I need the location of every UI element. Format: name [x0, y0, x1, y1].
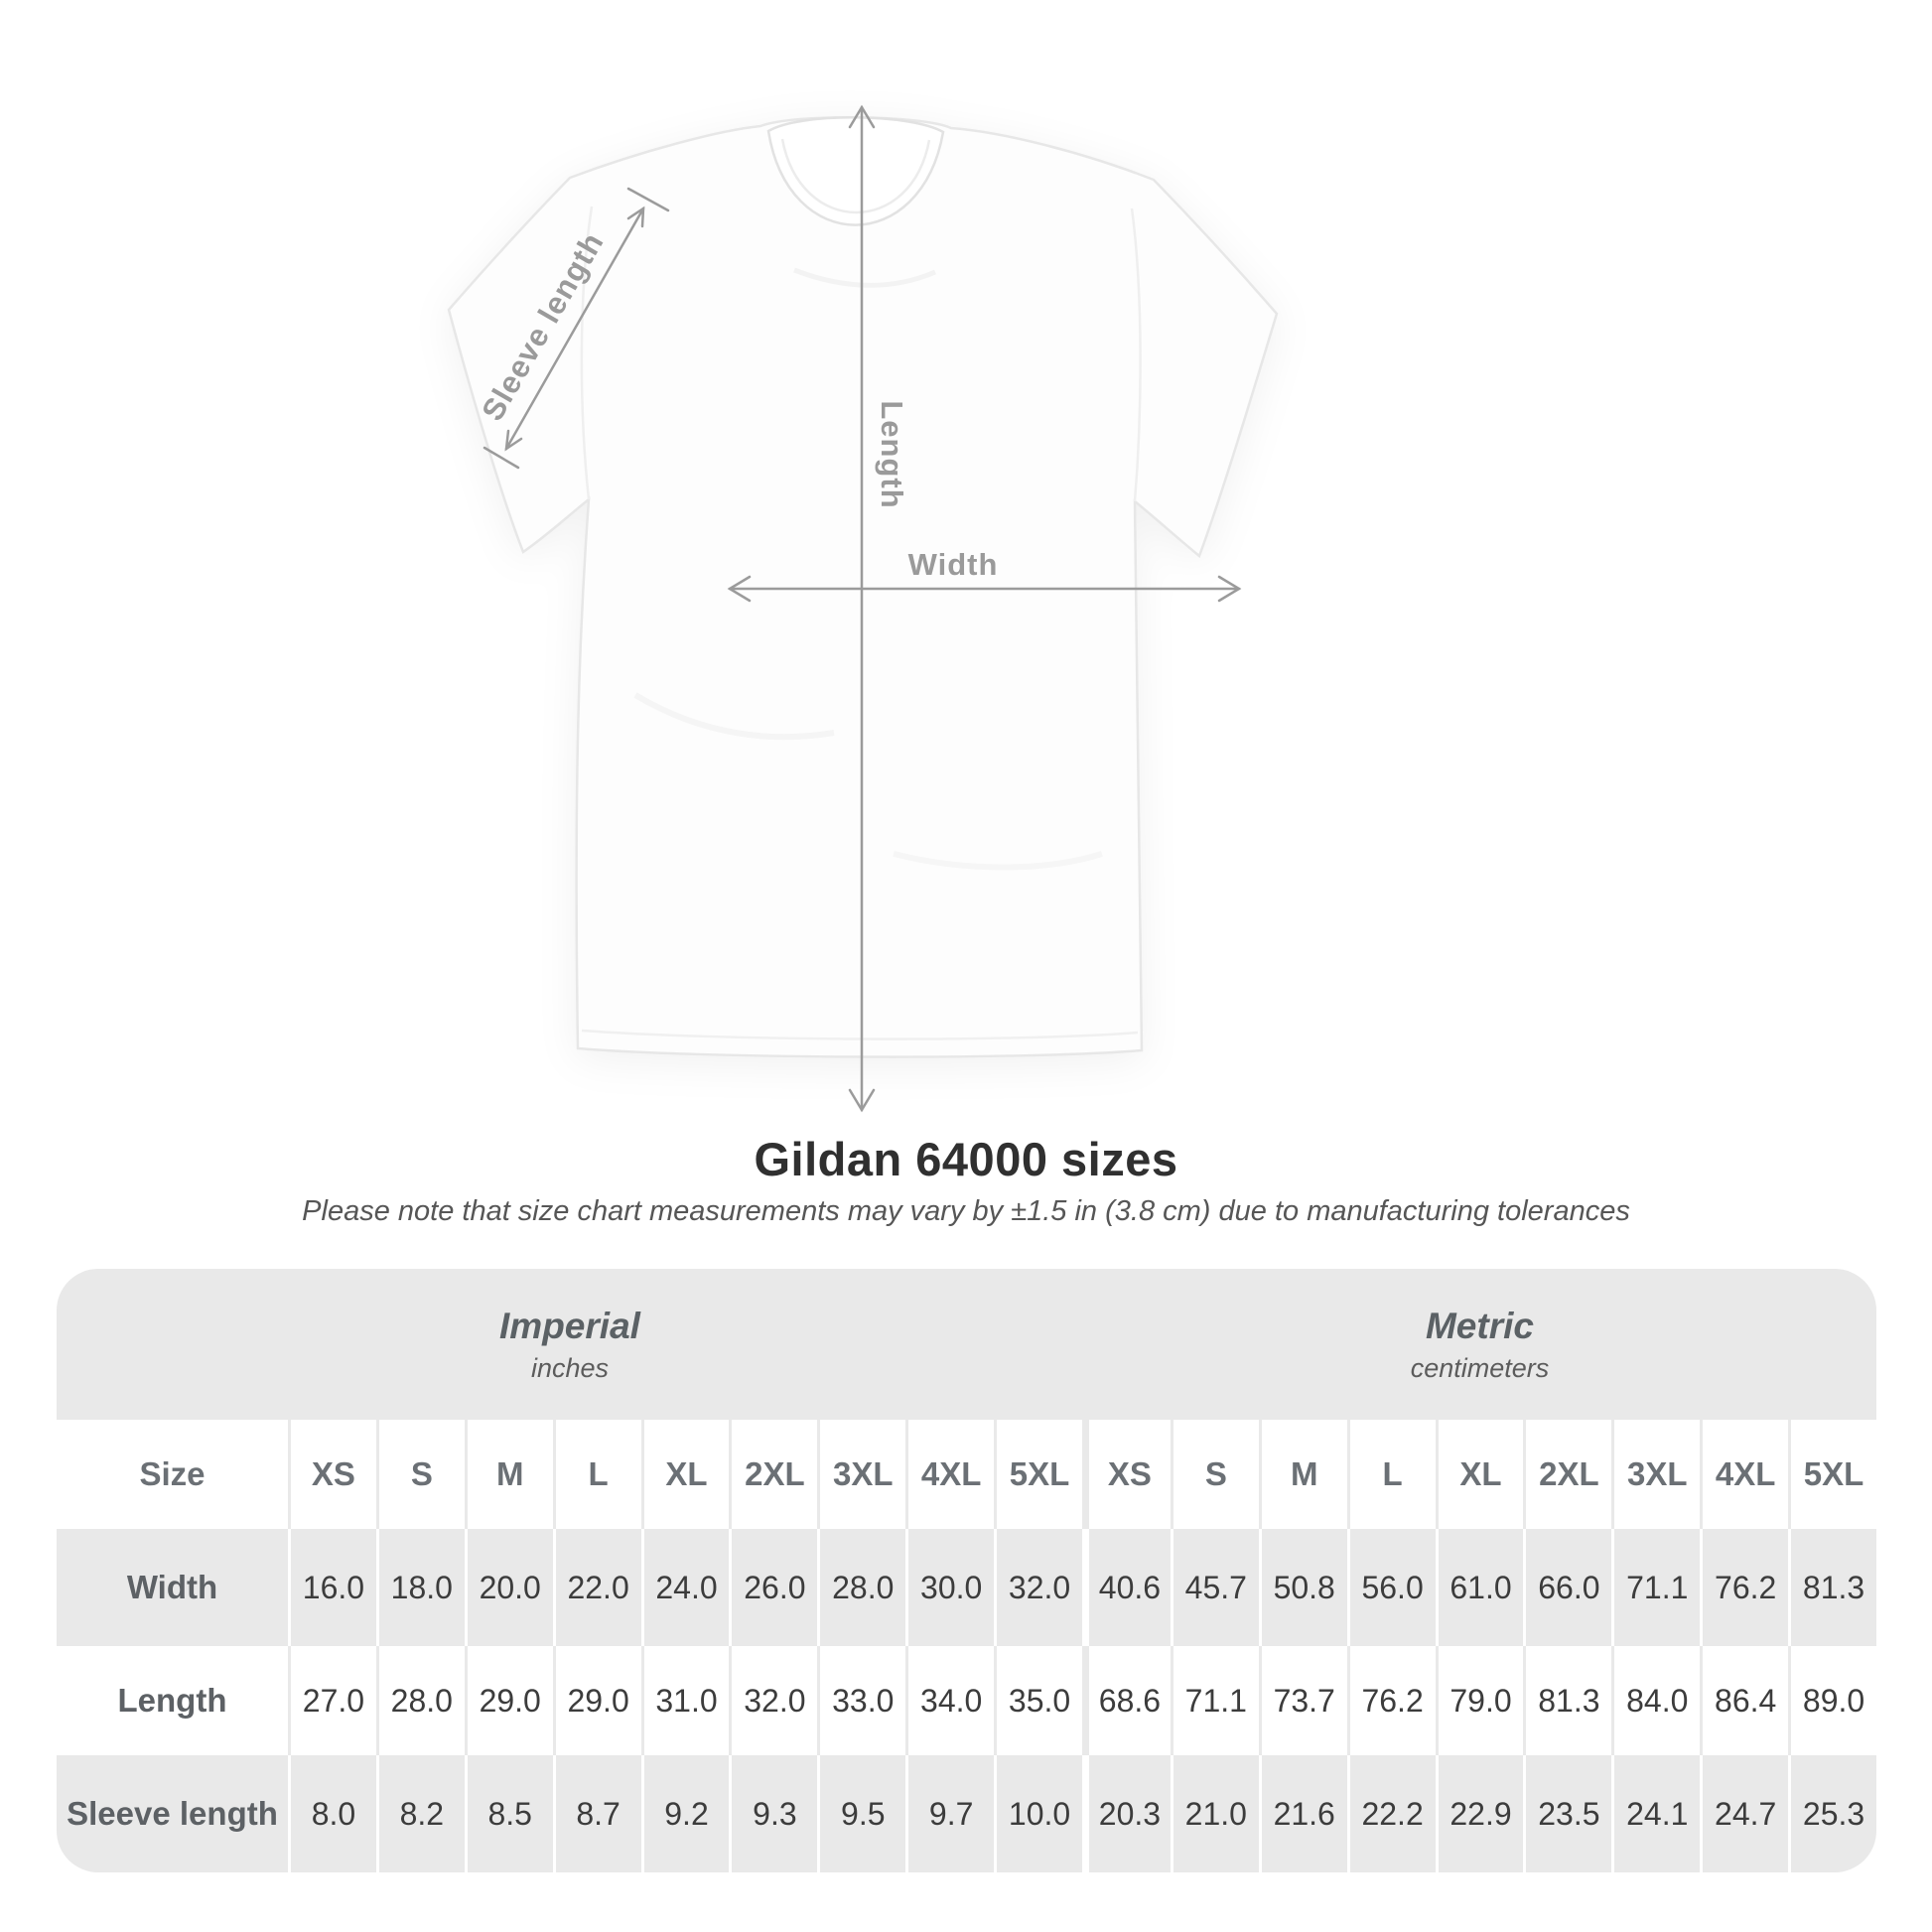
value-cell — [1436, 1646, 1524, 1755]
row-label-text: Length — [117, 1682, 227, 1719]
value-cell — [641, 1646, 730, 1755]
size-col-imperial-xs — [288, 1420, 376, 1529]
value-cell — [1082, 1755, 1171, 1872]
size-col-metric-3xl-text: 3XL — [1627, 1455, 1688, 1492]
value-cell — [288, 1646, 376, 1755]
value-cell — [1347, 1646, 1436, 1755]
value-cell-text: 24.7 — [1715, 1795, 1777, 1832]
value-cell-text: 20.3 — [1098, 1795, 1162, 1832]
value-cell-text: 8.0 — [311, 1795, 356, 1832]
imperial-unit-header — [57, 1269, 1083, 1420]
value-cell-text: 79.0 — [1449, 1682, 1512, 1719]
value-cell — [288, 1529, 376, 1646]
value-cell-text: 89.0 — [1802, 1682, 1865, 1719]
value-cell-text: 23.5 — [1538, 1795, 1600, 1832]
value-cell-text: 24.0 — [655, 1569, 718, 1605]
value-cell-text: 32.0 — [744, 1682, 806, 1719]
size-grid — [57, 1269, 1876, 1872]
value-cell-text: 8.7 — [576, 1795, 621, 1832]
value-cell-text: 20.0 — [479, 1569, 541, 1605]
value-cell-text: 31.0 — [655, 1682, 718, 1719]
size-col-metric-s — [1171, 1420, 1259, 1529]
value-cell — [729, 1646, 817, 1755]
sleeve-length-label: Sleeve length — [475, 225, 611, 427]
value-cell — [553, 1755, 641, 1872]
value-cell-text: 56.0 — [1361, 1569, 1424, 1605]
value-cell — [1259, 1529, 1347, 1646]
size-col-metric-2xl-text: 2XL — [1539, 1455, 1599, 1492]
value-cell — [1523, 1646, 1611, 1755]
value-cell-text: 73.7 — [1273, 1682, 1335, 1719]
value-cell-text: 84.0 — [1626, 1682, 1689, 1719]
size-col-imperial-3xl — [817, 1420, 905, 1529]
size-col-imperial-s — [376, 1420, 465, 1529]
size-col-imperial-xs-text: XS — [311, 1455, 355, 1492]
value-cell — [1700, 1529, 1788, 1646]
value-cell — [817, 1646, 905, 1755]
size-col-metric-4xl-text: 4XL — [1715, 1455, 1776, 1492]
value-cell — [905, 1646, 994, 1755]
value-cell-text: 29.0 — [567, 1682, 629, 1719]
size-col-imperial-4xl-text: 4XL — [920, 1455, 982, 1492]
value-cell-text: 50.8 — [1273, 1569, 1335, 1605]
size-col-metric-3xl — [1611, 1420, 1700, 1529]
value-cell — [1700, 1755, 1788, 1872]
value-cell — [1082, 1529, 1171, 1646]
value-cell — [1700, 1646, 1788, 1755]
row-label — [57, 1529, 288, 1646]
value-cell — [1611, 1529, 1700, 1646]
size-col-imperial-xl-text: XL — [665, 1455, 708, 1492]
value-cell-text: 16.0 — [302, 1569, 365, 1605]
size-col-metric-xl — [1436, 1420, 1524, 1529]
unit-header-band — [57, 1269, 1876, 1420]
value-cell — [641, 1529, 730, 1646]
size-col-metric-2xl — [1523, 1420, 1611, 1529]
size-header-label-text: Size — [139, 1455, 206, 1492]
value-cell — [1259, 1646, 1347, 1755]
value-cell-text: 10.0 — [1008, 1795, 1071, 1832]
value-cell-text: 86.4 — [1715, 1682, 1777, 1719]
value-cell — [994, 1755, 1082, 1872]
value-cell-text: 22.2 — [1361, 1795, 1424, 1832]
size-col-imperial-2xl-text: 2XL — [745, 1455, 805, 1492]
value-cell — [1611, 1755, 1700, 1872]
value-cell — [1171, 1529, 1259, 1646]
value-cell-text: 26.0 — [744, 1569, 806, 1605]
value-cell — [1611, 1646, 1700, 1755]
row-label — [57, 1646, 288, 1755]
value-cell-text: 32.0 — [1008, 1569, 1071, 1605]
value-cell-text: 9.7 — [928, 1795, 974, 1832]
value-cell — [1082, 1646, 1171, 1755]
value-cell-text: 30.0 — [920, 1569, 983, 1605]
value-cell — [465, 1529, 553, 1646]
value-cell — [905, 1529, 994, 1646]
value-cell-text: 81.3 — [1802, 1569, 1865, 1605]
value-cell — [1171, 1646, 1259, 1755]
size-col-metric-m — [1259, 1420, 1347, 1529]
value-cell — [1788, 1529, 1876, 1646]
value-cell — [729, 1529, 817, 1646]
tolerance-note: Please note that size chart measurements may vary by ±1.5 in (3.8 cm) due to manufacturing tolerances — [302, 1195, 1630, 1227]
value-cell-text: 66.0 — [1538, 1569, 1600, 1605]
value-cell — [1436, 1529, 1524, 1646]
value-cell — [376, 1646, 465, 1755]
value-cell — [817, 1755, 905, 1872]
value-cell-text: 35.0 — [1008, 1682, 1071, 1719]
value-cell — [465, 1755, 553, 1872]
size-col-metric-4xl — [1700, 1420, 1788, 1529]
length-label: Length — [875, 400, 909, 509]
value-cell-text: 28.0 — [390, 1682, 453, 1719]
value-cell — [1788, 1755, 1876, 1872]
value-cell — [641, 1755, 730, 1872]
value-cell-text: 9.2 — [664, 1795, 709, 1832]
value-cell-text: 25.3 — [1802, 1795, 1865, 1832]
size-col-metric-m-text: M — [1290, 1455, 1318, 1492]
metric-unit: centimeters — [1410, 1352, 1550, 1383]
imperial-unit: inches — [530, 1352, 610, 1383]
value-cell-text: 33.0 — [832, 1682, 895, 1719]
size-col-metric-xs — [1082, 1420, 1171, 1529]
size-col-metric-xl-text: XL — [1459, 1455, 1502, 1492]
value-cell — [288, 1755, 376, 1872]
size-col-imperial-4xl — [905, 1420, 994, 1529]
size-col-metric-5xl — [1788, 1420, 1876, 1529]
value-cell-text: 81.3 — [1538, 1682, 1600, 1719]
size-col-imperial-5xl — [994, 1420, 1082, 1529]
value-cell-text: 61.0 — [1449, 1569, 1512, 1605]
value-cell — [1436, 1755, 1524, 1872]
value-cell — [817, 1529, 905, 1646]
value-cell — [1171, 1755, 1259, 1872]
value-cell-text: 18.0 — [390, 1569, 453, 1605]
metric-unit-header — [1083, 1269, 1876, 1420]
value-cell — [994, 1646, 1082, 1755]
size-col-metric-xs-text: XS — [1107, 1455, 1152, 1492]
size-col-metric-l — [1347, 1420, 1436, 1529]
value-cell-text: 76.2 — [1715, 1569, 1777, 1605]
row-label — [57, 1755, 288, 1872]
imperial-title: Imperial — [499, 1305, 640, 1346]
value-cell — [376, 1755, 465, 1872]
page-title: Gildan 64000 sizes — [754, 1133, 1178, 1185]
value-cell-text: 68.6 — [1098, 1682, 1162, 1719]
value-cell-text: 22.0 — [567, 1569, 629, 1605]
size-col-imperial-m-text: M — [495, 1455, 524, 1492]
row-label-text: Width — [126, 1569, 218, 1605]
value-cell-text: 45.7 — [1184, 1569, 1247, 1605]
size-col-metric-5xl-text: 5XL — [1803, 1455, 1864, 1492]
row-label-text: Sleeve length — [67, 1795, 278, 1832]
size-col-imperial-5xl-text: 5XL — [1009, 1455, 1070, 1492]
size-col-imperial-m — [465, 1420, 553, 1529]
value-cell-text: 71.1 — [1184, 1682, 1247, 1719]
size-table — [57, 1269, 1876, 1872]
value-cell-text: 28.0 — [832, 1569, 895, 1605]
size-col-imperial-l — [553, 1420, 641, 1529]
size-col-imperial-2xl — [729, 1420, 817, 1529]
size-header-label — [57, 1420, 288, 1529]
value-cell-text: 9.5 — [841, 1795, 886, 1832]
value-cell — [905, 1755, 994, 1872]
size-col-imperial-3xl-text: 3XL — [833, 1455, 894, 1492]
value-cell-text: 22.9 — [1449, 1795, 1512, 1832]
size-col-imperial-xl — [641, 1420, 730, 1529]
value-cell-text: 8.5 — [487, 1795, 532, 1832]
size-col-imperial-s-text: S — [410, 1455, 433, 1492]
value-cell-text: 76.2 — [1361, 1682, 1424, 1719]
size-col-imperial-l-text: L — [588, 1455, 609, 1492]
value-cell-text: 40.6 — [1098, 1569, 1162, 1605]
size-col-metric-s-text: S — [1204, 1455, 1227, 1492]
value-cell — [553, 1529, 641, 1646]
value-cell — [1788, 1646, 1876, 1755]
value-cell-text: 24.1 — [1626, 1795, 1689, 1832]
width-label: Width — [907, 547, 999, 582]
value-cell — [553, 1646, 641, 1755]
value-cell-text: 29.0 — [479, 1682, 541, 1719]
metric-title: Metric — [1425, 1305, 1534, 1346]
value-cell-text: 21.6 — [1273, 1795, 1335, 1832]
value-cell-text: 21.0 — [1184, 1795, 1247, 1832]
value-cell — [1523, 1755, 1611, 1872]
value-cell — [994, 1529, 1082, 1646]
value-cell — [1347, 1755, 1436, 1872]
value-cell-text: 9.3 — [753, 1795, 797, 1832]
value-cell-text: 34.0 — [920, 1682, 983, 1719]
size-col-metric-l-text: L — [1382, 1455, 1403, 1492]
value-cell-text: 8.2 — [399, 1795, 445, 1832]
value-cell — [1259, 1755, 1347, 1872]
value-cell — [1523, 1529, 1611, 1646]
value-cell — [729, 1755, 817, 1872]
value-cell — [465, 1646, 553, 1755]
value-cell-text: 27.0 — [302, 1682, 365, 1719]
value-cell — [1347, 1529, 1436, 1646]
value-cell-text: 71.1 — [1626, 1569, 1689, 1605]
value-cell — [376, 1529, 465, 1646]
